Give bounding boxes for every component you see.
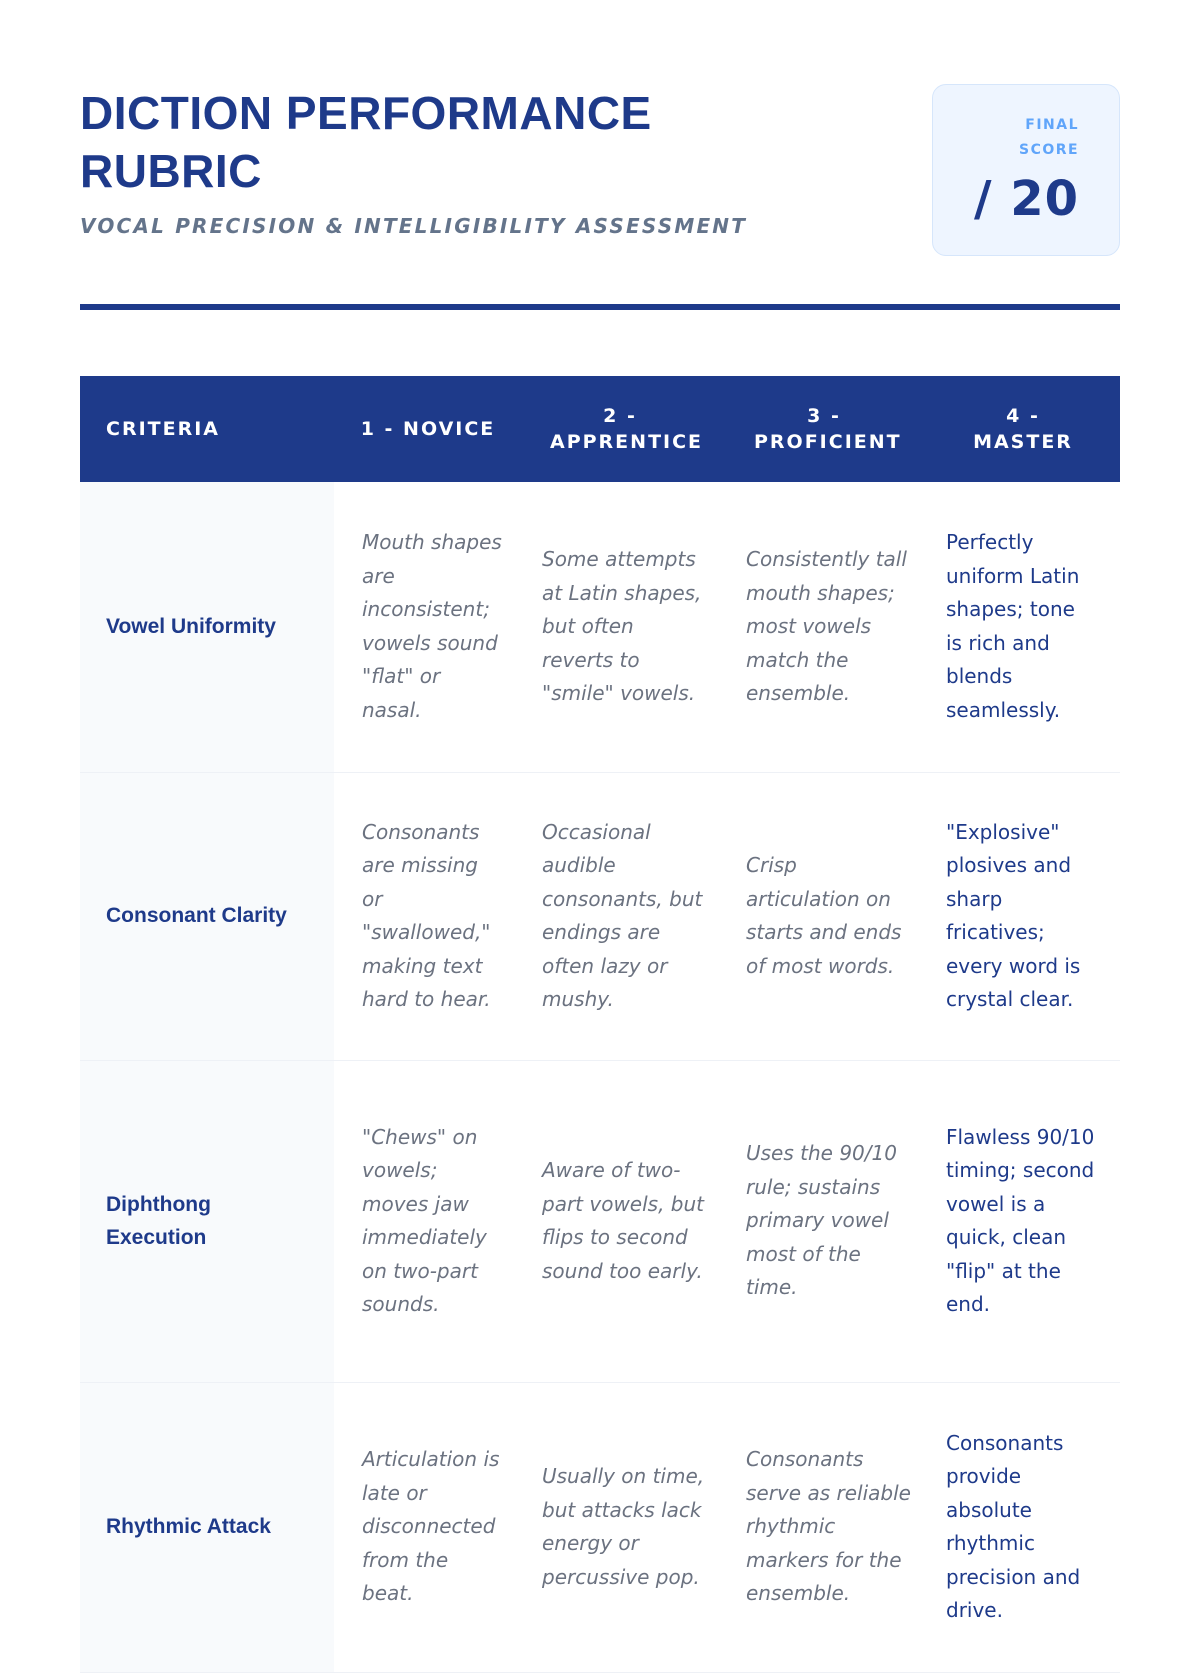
- criterion-cell: Consonant Clarity: [80, 772, 334, 1060]
- proficient-cell: Consistently tall mouth shapes; most vowels match the ensemble.: [722, 482, 926, 772]
- page-title: DICTION PERFORMANCE RUBRIC: [80, 87, 652, 197]
- column-header-label: 1 - NOVICE: [360, 418, 496, 440]
- column-header-label: 3 - PROFICIENT: [754, 405, 902, 453]
- master-cell: Consonants provide absolute rhythmic precision and drive.: [926, 1382, 1120, 1672]
- master-cell: Perfectly uniform Latin shapes; tone is rich and blends seamlessly.: [926, 482, 1120, 772]
- table-row: [80, 1060, 1120, 1382]
- column-header-novice: [334, 376, 518, 482]
- apprentice-cell: Aware of two-part vowels, but flips to second sound too early.: [518, 1060, 722, 1382]
- header-divider: [80, 304, 1120, 310]
- column-header-proficient: [722, 376, 926, 482]
- apprentice-cell: Usually on time, but attacks lack energy or percussive pop.: [518, 1382, 722, 1672]
- master-cell: "Explosive" plosives and sharp fricatives; every word is crystal clear.: [926, 772, 1120, 1060]
- novice-cell: Articulation is late or disconnected from the beat.: [334, 1382, 518, 1672]
- rubric-table: [80, 376, 1120, 1673]
- criterion-cell: Vowel Uniformity: [80, 482, 334, 772]
- novice-cell: Mouth shapes are inconsistent; vowels sound "flat" or nasal.: [334, 482, 518, 772]
- proficient-cell: Uses the 90/10 rule; sustains primary vowel most of the time.: [722, 1060, 926, 1382]
- column-header-master: [926, 376, 1120, 482]
- novice-cell: Consonants are missing or "swallowed," making text hard to hear.: [334, 772, 518, 1060]
- novice-cell: "Chews" on vowels; moves jaw immediately on two-part sounds.: [334, 1060, 518, 1382]
- apprentice-cell: Some attempts at Latin shapes, but often reverts to "smile" vowels.: [518, 482, 722, 772]
- criterion-cell: Rhythmic Attack: [80, 1382, 334, 1672]
- header: [80, 84, 1120, 304]
- column-header-label: CRITERIA: [106, 418, 220, 440]
- table-header-row: [80, 376, 1120, 482]
- master-cell: Flawless 90/10 timing; second vowel is a quick, clean "flip" at the end.: [926, 1060, 1120, 1382]
- final-score-value: / 20: [973, 171, 1079, 227]
- page-subtitle: VOCAL PRECISION & INTELLIGIBILITY ASSESSMENT: [80, 214, 748, 238]
- proficient-cell: Crisp articulation on starts and ends of most words.: [722, 772, 926, 1060]
- final-score-box: [932, 84, 1120, 256]
- table-row: [80, 482, 1120, 772]
- table-row: [80, 1382, 1120, 1672]
- proficient-cell: Consonants serve as reliable rhythmic markers for the ensemble.: [722, 1382, 926, 1672]
- column-header-label: 4 - MASTER: [973, 405, 1073, 453]
- column-header-criteria: [80, 376, 334, 482]
- column-header-label: 2 - APPRENTICE: [550, 405, 704, 453]
- rubric-page: [80, 80, 1120, 1673]
- criterion-cell: Diphthong Execution: [80, 1060, 334, 1382]
- final-score-label: FINAL SCORE: [1019, 117, 1080, 158]
- table-row: [80, 772, 1120, 1060]
- column-header-apprentice: [518, 376, 722, 482]
- apprentice-cell: Occasional audible consonants, but endings are often lazy or mushy.: [518, 772, 722, 1060]
